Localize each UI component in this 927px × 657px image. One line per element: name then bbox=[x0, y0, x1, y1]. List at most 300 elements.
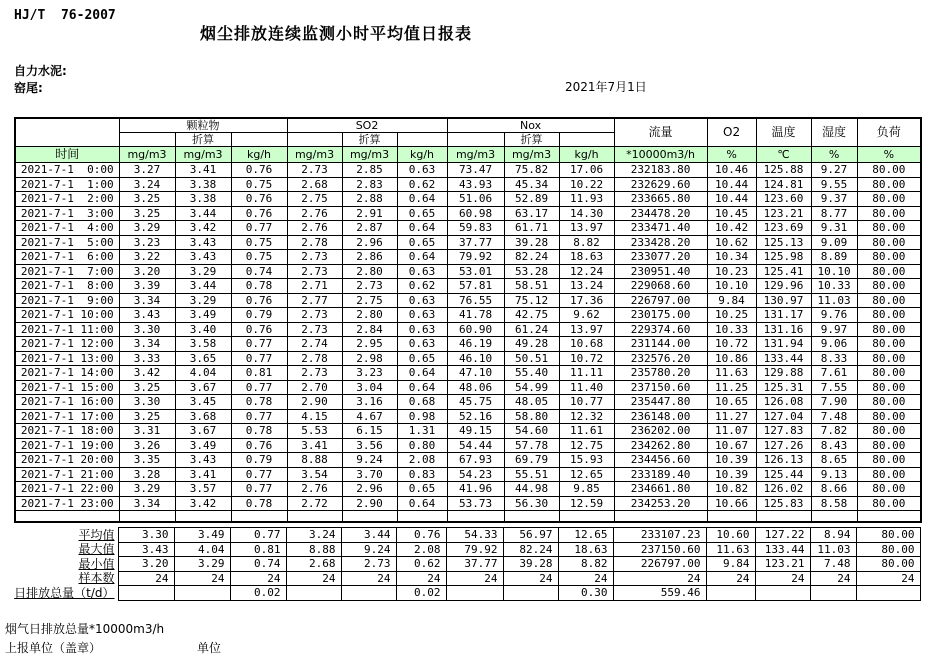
summary-value-cell: 0.77 bbox=[230, 528, 286, 543]
value-cell: 130.97 bbox=[756, 293, 811, 308]
value-cell: 58.80 bbox=[504, 409, 559, 424]
value-cell: 18.63 bbox=[559, 250, 614, 265]
value-cell: 3.41 bbox=[175, 163, 231, 178]
value-cell: 1.31 bbox=[397, 424, 447, 439]
value-cell: 48.06 bbox=[447, 380, 504, 395]
header-empty bbox=[119, 133, 175, 147]
value-cell: 129.96 bbox=[756, 279, 811, 294]
value-cell: 12.32 bbox=[559, 409, 614, 424]
unit-cell: kg/h bbox=[559, 147, 614, 163]
summary-value-cell: 3.24 bbox=[286, 528, 341, 543]
value-cell: 2.88 bbox=[342, 192, 397, 207]
summary-value-cell: 123.21 bbox=[755, 557, 810, 572]
summary-value-cell: 2.73 bbox=[341, 557, 396, 572]
value-cell: 76.55 bbox=[447, 293, 504, 308]
value-cell: 0.63 bbox=[397, 322, 447, 337]
value-cell: 2.71 bbox=[287, 279, 342, 294]
summary-value-cell bbox=[286, 586, 341, 601]
value-cell: 0.63 bbox=[397, 308, 447, 323]
value-cell: 226797.00 bbox=[614, 293, 707, 308]
value-cell: 10.72 bbox=[707, 337, 756, 352]
value-cell: 3.43 bbox=[119, 308, 175, 323]
summary-label-cell bbox=[14, 542, 118, 557]
value-cell: 80.00 bbox=[857, 264, 921, 279]
value-cell: 0.81 bbox=[231, 366, 287, 381]
value-cell: 3.38 bbox=[175, 192, 231, 207]
value-cell: 48.05 bbox=[504, 395, 559, 410]
time-cell: 2021-7-1 2:00 bbox=[15, 192, 119, 207]
value-cell: 0.76 bbox=[231, 293, 287, 308]
value-cell: 10.65 bbox=[707, 395, 756, 410]
value-cell: 13.97 bbox=[559, 322, 614, 337]
summary-row bbox=[14, 542, 920, 557]
table-row bbox=[15, 351, 921, 366]
value-cell: 11.40 bbox=[559, 380, 614, 395]
summary-value-cell bbox=[503, 586, 558, 601]
value-cell: 80.00 bbox=[857, 467, 921, 482]
value-cell: 55.40 bbox=[504, 366, 559, 381]
value-cell: 79.92 bbox=[447, 250, 504, 265]
table-row bbox=[15, 235, 921, 250]
value-cell: 125.88 bbox=[756, 163, 811, 178]
value-cell: 231144.00 bbox=[614, 337, 707, 352]
value-cell: 5.53 bbox=[287, 424, 342, 439]
value-cell: 57.78 bbox=[504, 438, 559, 453]
summary-label-cell bbox=[14, 586, 118, 601]
value-cell: 3.44 bbox=[175, 279, 231, 294]
value-cell: 11.27 bbox=[707, 409, 756, 424]
value-cell: 10.10 bbox=[811, 264, 857, 279]
summary-value-cell: 3.49 bbox=[174, 528, 230, 543]
value-cell: 51.06 bbox=[447, 192, 504, 207]
value-cell: 9.84 bbox=[707, 293, 756, 308]
value-cell: 9.62 bbox=[559, 308, 614, 323]
value-cell: 232183.80 bbox=[614, 163, 707, 178]
value-cell: 125.44 bbox=[756, 467, 811, 482]
time-cell: 2021-7-1 1:00 bbox=[15, 177, 119, 192]
summary-value-cell: 3.30 bbox=[118, 528, 174, 543]
value-cell: 11.07 bbox=[707, 424, 756, 439]
summary-value-cell: 24 bbox=[503, 571, 558, 586]
value-cell: 80.00 bbox=[857, 308, 921, 323]
value-cell: 41.96 bbox=[447, 482, 504, 497]
table-row bbox=[15, 496, 921, 511]
unit-cell: *10000m3/h bbox=[614, 147, 707, 163]
summary-value-cell: 2.68 bbox=[286, 557, 341, 572]
value-cell: 9.24 bbox=[342, 453, 397, 468]
value-cell: 2.85 bbox=[342, 163, 397, 178]
value-cell: 3.49 bbox=[175, 438, 231, 453]
header-conv-nox: 折算 bbox=[504, 133, 559, 147]
value-cell: 0.63 bbox=[397, 337, 447, 352]
unit-cell: mg/m3 bbox=[175, 147, 231, 163]
table-row bbox=[15, 424, 921, 439]
header-conv-so2: 折算 bbox=[342, 133, 397, 147]
value-cell: 3.42 bbox=[175, 221, 231, 236]
value-cell: 0.77 bbox=[231, 351, 287, 366]
value-cell: 2.68 bbox=[287, 177, 342, 192]
value-cell: 2.73 bbox=[342, 279, 397, 294]
summary-value-cell: 3.29 bbox=[174, 557, 230, 572]
value-cell: 54.23 bbox=[447, 467, 504, 482]
value-cell: 9.27 bbox=[811, 163, 857, 178]
unit-label: 单位 bbox=[197, 641, 222, 655]
header-group-pm: 颗粒物 bbox=[119, 118, 287, 133]
unit-cell: mg/m3 bbox=[287, 147, 342, 163]
value-cell: 67.93 bbox=[447, 453, 504, 468]
value-cell: 0.64 bbox=[397, 250, 447, 265]
value-cell: 3.43 bbox=[175, 453, 231, 468]
summary-value-cell: 559.46 bbox=[613, 586, 706, 601]
value-cell: 3.65 bbox=[175, 351, 231, 366]
value-cell: 0.65 bbox=[397, 351, 447, 366]
time-cell: 2021-7-1 22:00 bbox=[15, 482, 119, 497]
value-cell: 3.31 bbox=[119, 424, 175, 439]
value-cell: 123.21 bbox=[756, 206, 811, 221]
value-cell: 80.00 bbox=[857, 221, 921, 236]
value-cell: 7.82 bbox=[811, 424, 857, 439]
value-cell: 0.98 bbox=[397, 409, 447, 424]
table-row bbox=[15, 482, 921, 497]
value-cell: 3.23 bbox=[342, 366, 397, 381]
summary-value-cell: 12.65 bbox=[558, 528, 613, 543]
value-cell: 3.29 bbox=[175, 293, 231, 308]
value-cell: 232576.20 bbox=[614, 351, 707, 366]
value-cell: 233077.20 bbox=[614, 250, 707, 265]
summary-value-cell: 8.82 bbox=[558, 557, 613, 572]
value-cell: 3.68 bbox=[175, 409, 231, 424]
table-row bbox=[15, 438, 921, 453]
value-cell: 2.75 bbox=[287, 192, 342, 207]
value-cell: 124.81 bbox=[756, 177, 811, 192]
value-cell: 80.00 bbox=[857, 322, 921, 337]
value-cell: 7.48 bbox=[811, 409, 857, 424]
value-cell: 54.60 bbox=[504, 424, 559, 439]
summary-value-cell bbox=[856, 586, 920, 601]
value-cell: 11.11 bbox=[559, 366, 614, 381]
value-cell: 3.27 bbox=[119, 163, 175, 178]
value-cell: 80.00 bbox=[857, 395, 921, 410]
summary-label: 最大值 bbox=[78, 542, 115, 556]
value-cell: 2.77 bbox=[287, 293, 342, 308]
value-cell: 3.43 bbox=[175, 235, 231, 250]
value-cell: 17.36 bbox=[559, 293, 614, 308]
spacer-row bbox=[15, 511, 921, 523]
summary-value-cell: 82.24 bbox=[503, 542, 558, 557]
summary-value-cell bbox=[810, 586, 856, 601]
time-cell: 2021-7-1 21:00 bbox=[15, 467, 119, 482]
unit-cell: mg/m3 bbox=[119, 147, 175, 163]
value-cell: 0.77 bbox=[231, 409, 287, 424]
value-cell: 80.00 bbox=[857, 424, 921, 439]
value-cell: 125.13 bbox=[756, 235, 811, 250]
value-cell: 80.00 bbox=[857, 351, 921, 366]
value-cell: 12.24 bbox=[559, 264, 614, 279]
summary-value-cell bbox=[755, 586, 810, 601]
value-cell: 13.24 bbox=[559, 279, 614, 294]
value-cell: 3.34 bbox=[119, 496, 175, 511]
value-cell: 2.73 bbox=[287, 322, 342, 337]
value-cell: 2.76 bbox=[287, 221, 342, 236]
value-cell: 10.23 bbox=[707, 264, 756, 279]
value-cell: 0.65 bbox=[397, 482, 447, 497]
summary-value-cell: 24 bbox=[446, 571, 503, 586]
value-cell: 3.29 bbox=[119, 482, 175, 497]
value-cell: 11.61 bbox=[559, 424, 614, 439]
summary-value-cell: 56.97 bbox=[503, 528, 558, 543]
value-cell: 47.10 bbox=[447, 366, 504, 381]
summary-label: 最小值 bbox=[78, 556, 115, 571]
summary-value-cell bbox=[174, 586, 230, 601]
value-cell: 0.75 bbox=[231, 250, 287, 265]
value-cell: 3.04 bbox=[342, 380, 397, 395]
value-cell: 0.74 bbox=[231, 264, 287, 279]
summary-value-cell: 127.22 bbox=[755, 528, 810, 543]
table-row bbox=[15, 163, 921, 178]
value-cell: 3.70 bbox=[342, 467, 397, 482]
value-cell: 7.55 bbox=[811, 380, 857, 395]
value-cell: 233189.40 bbox=[614, 467, 707, 482]
summary-value-cell: 24 bbox=[810, 571, 856, 586]
value-cell: 3.49 bbox=[175, 308, 231, 323]
header-empty bbox=[447, 133, 504, 147]
header-empty bbox=[559, 133, 614, 147]
value-cell: 10.66 bbox=[707, 496, 756, 511]
value-cell: 80.00 bbox=[857, 250, 921, 265]
value-cell: 80.00 bbox=[857, 177, 921, 192]
value-cell: 8.66 bbox=[811, 482, 857, 497]
value-cell: 2.84 bbox=[342, 322, 397, 337]
unit-cell: mg/m3 bbox=[504, 147, 559, 163]
summary-value-cell bbox=[118, 586, 174, 601]
summary-value-cell bbox=[446, 586, 503, 601]
value-cell: 3.41 bbox=[287, 438, 342, 453]
value-cell: 10.34 bbox=[707, 250, 756, 265]
value-cell: 3.20 bbox=[119, 264, 175, 279]
table-row bbox=[15, 221, 921, 236]
value-cell: 3.33 bbox=[119, 351, 175, 366]
summary-value-cell: 18.63 bbox=[558, 542, 613, 557]
value-cell: 237150.60 bbox=[614, 380, 707, 395]
value-cell: 125.83 bbox=[756, 496, 811, 511]
summary-value-cell: 54.33 bbox=[446, 528, 503, 543]
value-cell: 2.98 bbox=[342, 351, 397, 366]
value-cell: 0.76 bbox=[231, 192, 287, 207]
header-time: 时间 bbox=[15, 147, 119, 163]
table-row bbox=[15, 293, 921, 308]
value-cell: 61.24 bbox=[504, 322, 559, 337]
value-cell: 131.16 bbox=[756, 322, 811, 337]
value-cell: 3.30 bbox=[119, 395, 175, 410]
header-load: 负荷 bbox=[857, 118, 921, 147]
value-cell: 42.75 bbox=[504, 308, 559, 323]
value-cell: 3.26 bbox=[119, 438, 175, 453]
summary-value-cell: 24 bbox=[706, 571, 755, 586]
value-cell: 232629.60 bbox=[614, 177, 707, 192]
value-cell: 126.08 bbox=[756, 395, 811, 410]
value-cell: 80.00 bbox=[857, 279, 921, 294]
value-cell: 2.95 bbox=[342, 337, 397, 352]
value-cell: 0.77 bbox=[231, 380, 287, 395]
value-cell: 63.17 bbox=[504, 206, 559, 221]
value-cell: 2.76 bbox=[287, 482, 342, 497]
header-o2: O2 bbox=[707, 118, 756, 147]
value-cell: 2.90 bbox=[287, 395, 342, 410]
time-cell: 2021-7-1 23:00 bbox=[15, 496, 119, 511]
unit-cell: % bbox=[811, 147, 857, 163]
value-cell: 125.98 bbox=[756, 250, 811, 265]
value-cell: 3.35 bbox=[119, 453, 175, 468]
value-cell: 0.75 bbox=[231, 235, 287, 250]
value-cell: 0.75 bbox=[231, 177, 287, 192]
value-cell: 61.71 bbox=[504, 221, 559, 236]
value-cell: 3.25 bbox=[119, 380, 175, 395]
value-cell: 2.87 bbox=[342, 221, 397, 236]
value-cell: 3.28 bbox=[119, 467, 175, 482]
value-cell: 53.01 bbox=[447, 264, 504, 279]
value-cell: 6.15 bbox=[342, 424, 397, 439]
summary-label: 样本数 bbox=[78, 571, 115, 585]
value-cell: 0.64 bbox=[397, 366, 447, 381]
summary-value-cell: 80.00 bbox=[856, 528, 920, 543]
value-cell: 15.93 bbox=[559, 453, 614, 468]
header-flow: 流量 bbox=[614, 118, 707, 147]
value-cell: 2.78 bbox=[287, 235, 342, 250]
value-cell: 2.73 bbox=[287, 308, 342, 323]
value-cell: 3.56 bbox=[342, 438, 397, 453]
summary-value-cell: 133.44 bbox=[755, 542, 810, 557]
value-cell: 234661.80 bbox=[614, 482, 707, 497]
report-date: 2021年7月1日 bbox=[565, 80, 647, 94]
summary-row bbox=[14, 571, 920, 586]
value-cell: 11.25 bbox=[707, 380, 756, 395]
value-cell: 80.00 bbox=[857, 496, 921, 511]
report-table bbox=[14, 117, 922, 523]
value-cell: 10.44 bbox=[707, 192, 756, 207]
summary-value-cell: 226797.00 bbox=[613, 557, 706, 572]
value-cell: 0.77 bbox=[231, 482, 287, 497]
value-cell: 49.28 bbox=[504, 337, 559, 352]
value-cell: 7.61 bbox=[811, 366, 857, 381]
table-row bbox=[15, 279, 921, 294]
value-cell: 3.41 bbox=[175, 467, 231, 482]
value-cell: 0.62 bbox=[397, 177, 447, 192]
time-cell: 2021-7-1 20:00 bbox=[15, 453, 119, 468]
unit-cell: mg/m3 bbox=[447, 147, 504, 163]
value-cell: 123.60 bbox=[756, 192, 811, 207]
value-cell: 126.02 bbox=[756, 482, 811, 497]
value-cell: 80.00 bbox=[857, 438, 921, 453]
summary-value-cell bbox=[706, 586, 755, 601]
value-cell: 54.99 bbox=[504, 380, 559, 395]
value-cell: 50.51 bbox=[504, 351, 559, 366]
value-cell: 52.16 bbox=[447, 409, 504, 424]
value-cell: 0.83 bbox=[397, 467, 447, 482]
header-group-so2: SO2 bbox=[287, 118, 447, 133]
value-cell: 0.65 bbox=[397, 206, 447, 221]
value-cell: 8.65 bbox=[811, 453, 857, 468]
summary-row bbox=[14, 528, 920, 543]
value-cell: 0.78 bbox=[231, 496, 287, 511]
summary-value-cell: 37.77 bbox=[446, 557, 503, 572]
value-cell: 10.39 bbox=[707, 467, 756, 482]
value-cell: 49.15 bbox=[447, 424, 504, 439]
value-cell: 3.25 bbox=[119, 206, 175, 221]
header-temp: 温度 bbox=[756, 118, 811, 147]
value-cell: 10.67 bbox=[707, 438, 756, 453]
value-cell: 9.13 bbox=[811, 467, 857, 482]
value-cell: 3.16 bbox=[342, 395, 397, 410]
value-cell: 234262.80 bbox=[614, 438, 707, 453]
value-cell: 2.78 bbox=[287, 351, 342, 366]
time-cell: 2021-7-1 6:00 bbox=[15, 250, 119, 265]
header-empty bbox=[287, 133, 342, 147]
summary-value-cell: 9.24 bbox=[341, 542, 396, 557]
value-cell: 10.46 bbox=[707, 163, 756, 178]
value-cell: 10.10 bbox=[707, 279, 756, 294]
value-cell: 3.30 bbox=[119, 322, 175, 337]
value-cell: 2.90 bbox=[342, 496, 397, 511]
summary-value-cell: 24 bbox=[174, 571, 230, 586]
value-cell: 3.42 bbox=[175, 496, 231, 511]
value-cell: 43.93 bbox=[447, 177, 504, 192]
value-cell: 4.15 bbox=[287, 409, 342, 424]
value-cell: 10.82 bbox=[707, 482, 756, 497]
table-row bbox=[15, 264, 921, 279]
summary-value-cell: 3.20 bbox=[118, 557, 174, 572]
summary-value-cell: 0.30 bbox=[558, 586, 613, 601]
value-cell: 55.51 bbox=[504, 467, 559, 482]
value-cell: 0.78 bbox=[231, 424, 287, 439]
value-cell: 0.77 bbox=[231, 221, 287, 236]
value-cell: 82.24 bbox=[504, 250, 559, 265]
value-cell: 10.44 bbox=[707, 177, 756, 192]
summary-value-cell: 8.94 bbox=[810, 528, 856, 543]
value-cell: 2.96 bbox=[342, 482, 397, 497]
summary-label-cell bbox=[14, 571, 118, 586]
value-cell: 0.64 bbox=[397, 380, 447, 395]
value-cell: 129.88 bbox=[756, 366, 811, 381]
value-cell: 3.67 bbox=[175, 380, 231, 395]
value-cell: 235780.20 bbox=[614, 366, 707, 381]
value-cell: 3.58 bbox=[175, 337, 231, 352]
value-cell: 17.06 bbox=[559, 163, 614, 178]
value-cell: 9.37 bbox=[811, 192, 857, 207]
value-cell: 10.62 bbox=[707, 235, 756, 250]
page-title: 烟尘排放连续监测小时平均值日报表 bbox=[200, 24, 473, 43]
value-cell: 125.41 bbox=[756, 264, 811, 279]
table-row bbox=[15, 250, 921, 265]
value-cell: 234478.20 bbox=[614, 206, 707, 221]
time-cell: 2021-7-1 14:00 bbox=[15, 366, 119, 381]
value-cell: 80.00 bbox=[857, 337, 921, 352]
summary-value-cell: 80.00 bbox=[856, 557, 920, 572]
value-cell: 9.06 bbox=[811, 337, 857, 352]
summary-value-cell: 11.63 bbox=[706, 542, 755, 557]
summary-row bbox=[14, 557, 920, 572]
header-time-blank bbox=[15, 118, 119, 147]
value-cell: 0.63 bbox=[397, 264, 447, 279]
value-cell: 73.47 bbox=[447, 163, 504, 178]
summary-value-cell: 0.81 bbox=[230, 542, 286, 557]
summary-label: 日排放总量（t/d） bbox=[14, 585, 115, 600]
value-cell: 3.23 bbox=[119, 235, 175, 250]
value-cell: 0.80 bbox=[397, 438, 447, 453]
value-cell: 80.00 bbox=[857, 163, 921, 178]
value-cell: 46.10 bbox=[447, 351, 504, 366]
value-cell: 10.33 bbox=[707, 322, 756, 337]
value-cell: 41.78 bbox=[447, 308, 504, 323]
